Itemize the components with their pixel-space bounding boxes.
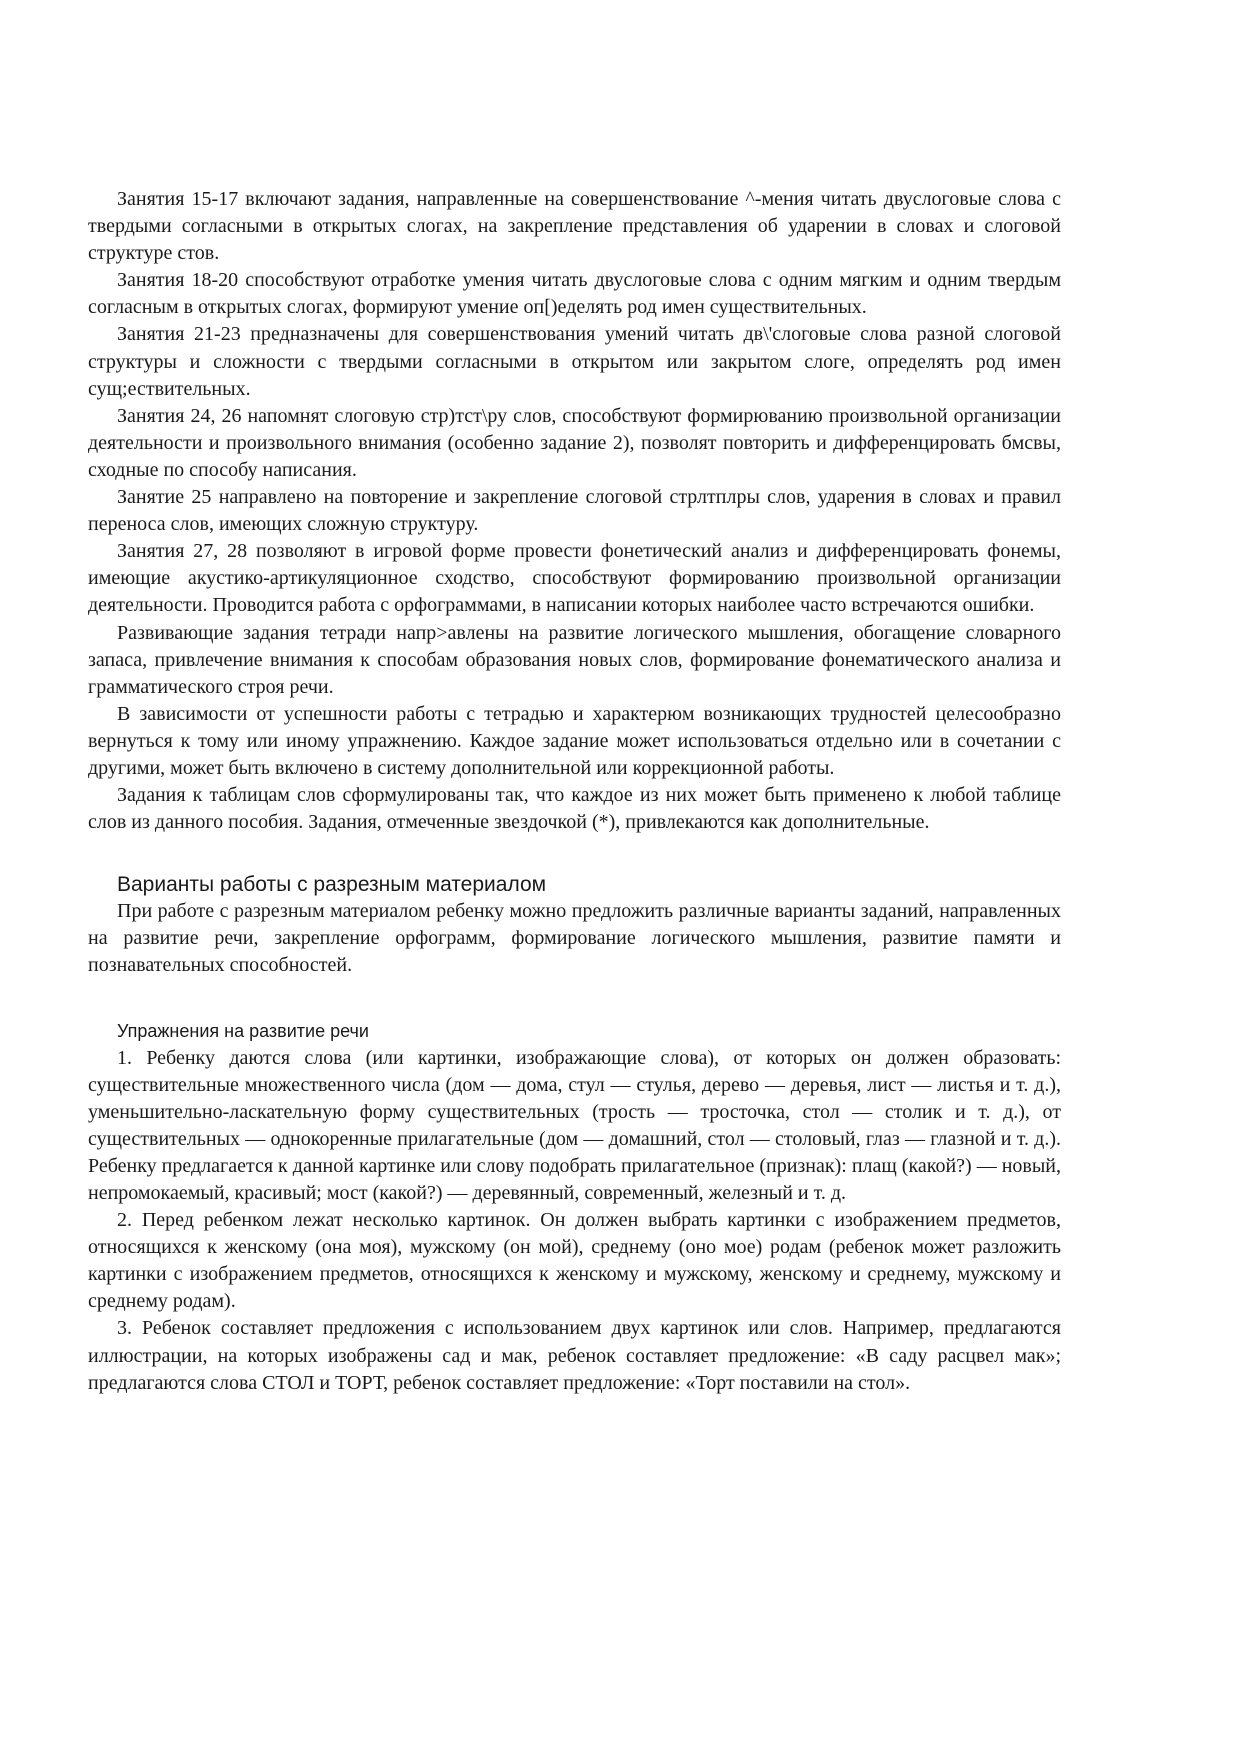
section-heading: Варианты работы с разрезным материалом [117,873,547,897]
paragraph: Занятия 21-23 предназначены для совершенствования умений читать дв\'слоговые слова разной слоговой структуры и сложности с твердыми согласными в открытом или закрытом слоге, определять род имен сущ;ествительных. [88,323,1061,400]
paragraph: Развивающие задания тетради напр>авлены на развитие логического мышления, обогащение словарного запаса, привлечение внимания к способам образования новых слов, формирование фонематического анализа и грамматического строя речи. [88,621,1061,698]
exercise-item: 1. Ребенку даются слова (или картинки, изображающие слова), от которых он должен образовать: существительные множественного числа (дом — дома, стул — стулья, дерево — деревья, лист — листья и т. д.), уменьшительно-ласкательную форму существительных (трость — тросточка, стол — столик и т. д.), от существительных — однокоренные прилагательные (дом — домашний, стол — столовый, глаз — глазной и т. д.). Ребенку предлагается к данной картинке или слову подобрать прилагательное (признак): плащ (какой?) — новый, непромокаемый, красивый; мост (какой?) — деревянный, современный, железный и т. д. [88,1046,1061,1204]
document-page [88,186,1061,1397]
paragraph: Задания к таблицам слов сформулированы так, что каждое из них может быть применено к любой таблице слов из данного пособия. Задания, отмеченные звездочкой (*), привлекаются как дополнительные. [88,784,1061,834]
paragraph: Занятия 15-17 включают задания, направленные на совершенствование ^-мения читать двуслоговые слова с твердыми согласными в открытых слогах, на закрепление представления об ударении в словах и слоговой структуре стов. [88,188,1061,265]
exercise-item: 2. Перед ребенком лежат несколько картинок. Он должен выбрать картинки с изображением предметов, относящихся к женскому (она моя), мужскому (он мой), среднему (оно мое) родам (ребенок может разложить картинки с изображением предметов, относящихся к женскому и мужскому, женскому и среднему, мужскому и среднему родам). [88,1209,1061,1313]
subsection-heading: Упражнения на развитие речи [117,1020,369,1041]
section-paragraph: При работе с разрезным материалом ребенку можно предложить различные варианты заданий, направленных на развитие речи, закрепление орфограмм, формирование логического мышления, развитие памяти и познавательных способностей. [88,900,1061,977]
paragraph: Занятия 27, 28 позволяют в игровой форме провести фонетический анализ и дифференцировать фонемы, имеющие акустико-артикуляционное сходство, способствуют формированию произвольной организации деятельности. Проводится работа с орфограммами, в написании которых наиболее часто встречаются ошибки. [88,540,1061,617]
paragraph: Занятия 24, 26 напомнят слоговую стр)тст\ру слов, способствуют формирюванию произвольной организации деятельности и произвольного внимания (особенно задание 2), позволят повторить и дифференцировать бмсвы, сходные по способу написания. [88,404,1061,481]
paragraph: Занятия 18-20 способствуют отработке умения читать двуслоговые слова с одним мягким и одним твердым согласным в открытых слогах, формируют умение оп[)еделять род имен существительных. [88,269,1061,319]
paragraph: Занятие 25 направлено на повторение и закрепление слоговой стрлтплры слов, ударения в словах и правил переноса слов, имеющих сложную структуру. [88,486,1061,536]
exercise-item: 3. Ребенок составляет предложения с использованием двух картинок или слов. Например, предлагаются иллюстрации, на которых изображены сад и мак, ребенок составляет предложение: «В саду расцвел мак»; предлагаются слова СТОЛ и ТОРТ, ребенок составляет предложение: «Торт поставили на стол». [88,1317,1061,1394]
paragraph: В зависимости от успешности работы с тетрадью и характерюм возникающих трудностей целесообразно вернуться к тому или иному упражнению. Каждое задание может использоваться отдельно или в сочетании с другими, может быть включено в систему дополнительной или коррекционной работы. [88,702,1061,779]
